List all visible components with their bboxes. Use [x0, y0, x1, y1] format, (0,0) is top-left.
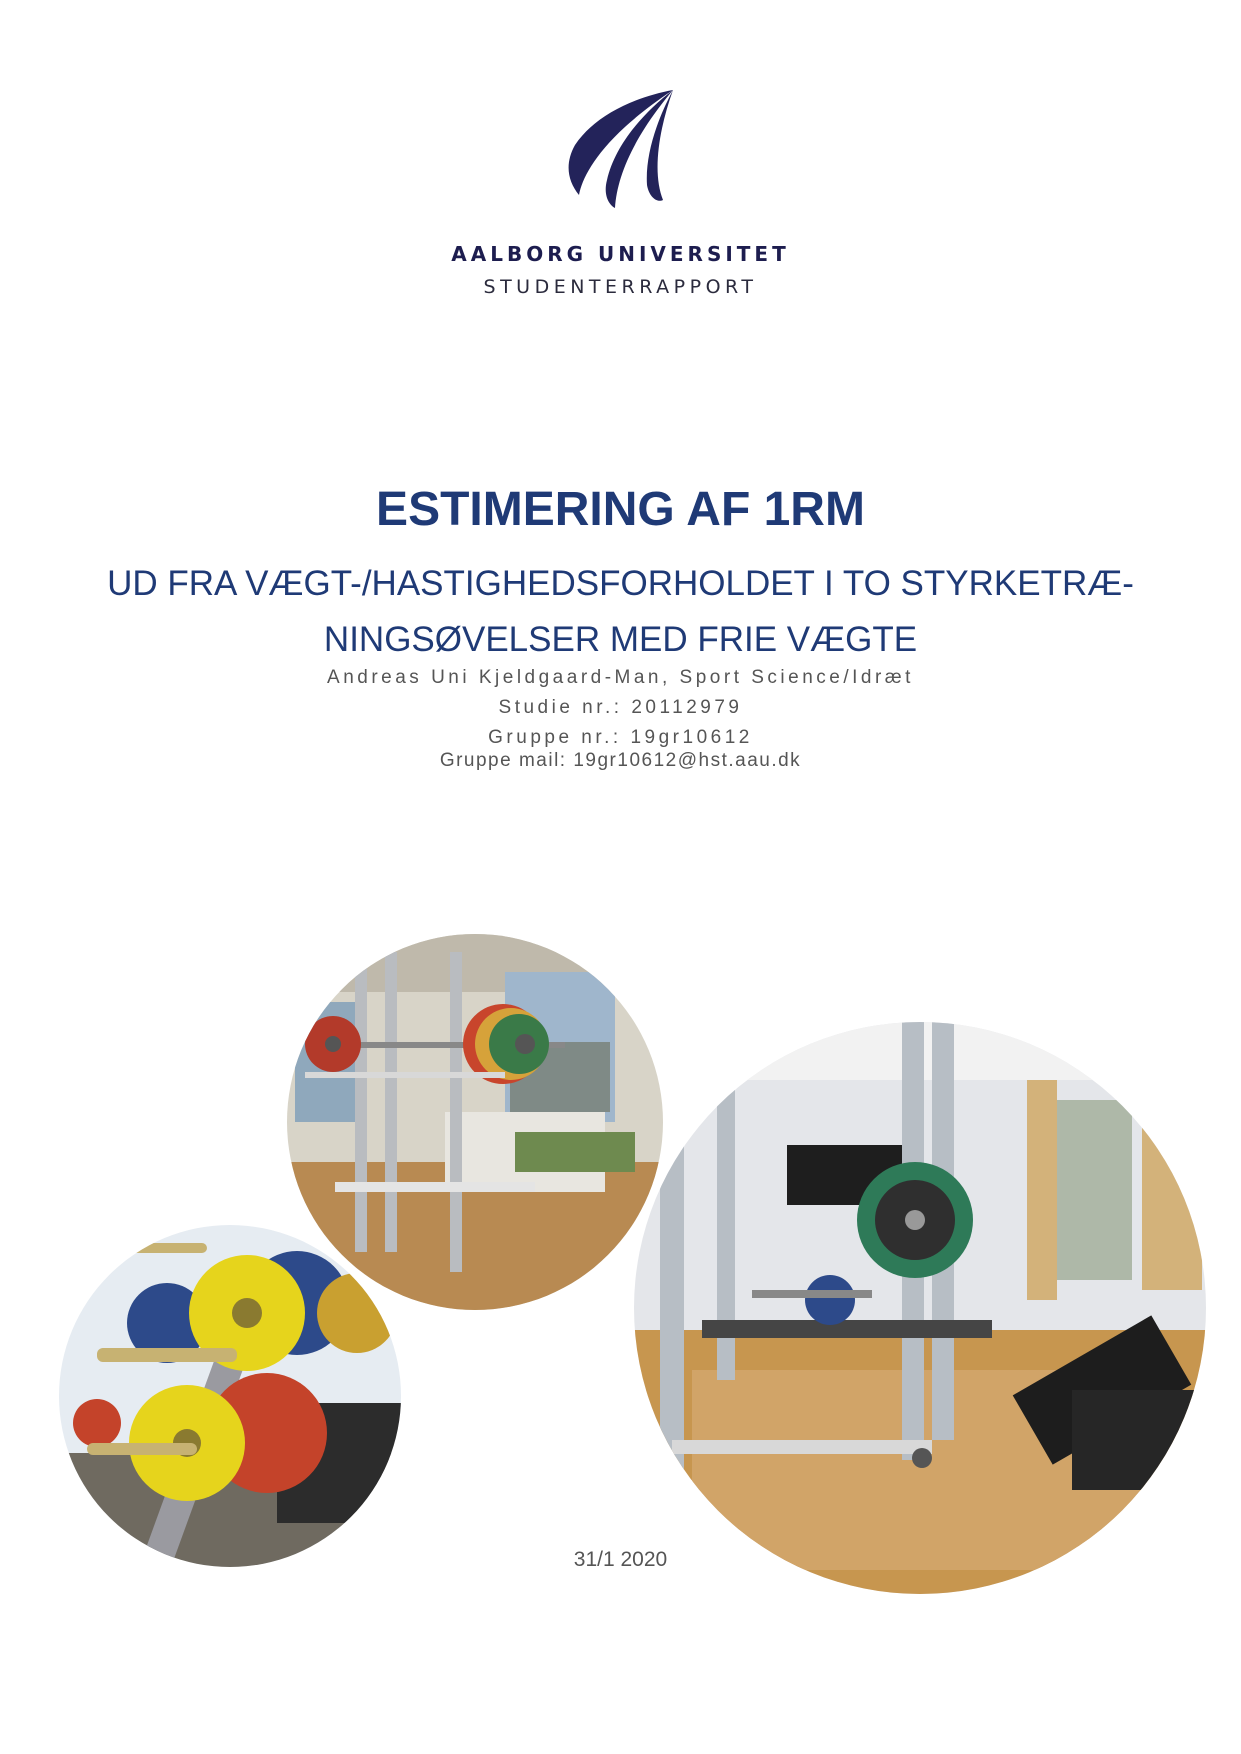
university-name: AALBORG UNIVERSITET — [451, 242, 790, 266]
report-type: STUDENTERRAPPORT — [483, 276, 758, 298]
author-line: Andreas Uni Kjeldgaard-Man, Sport Science/Idræt — [327, 667, 914, 688]
subtitle-line: UD FRA VÆGT-/HASTIGHEDSFORHOLDET I TO STYRKETRÆ- — [107, 564, 1134, 603]
subtitle-line: NINGSØVELSER MED FRIE VÆGTE — [323, 620, 918, 659]
weight-plates-rack-photo — [57, 1223, 403, 1569]
group-mail: Gruppe mail: 19gr10612@hst.aau.dk — [439, 750, 802, 771]
document-subtitle — [20, 556, 1221, 668]
document-title: ESTIMERING AF 1RM — [376, 483, 865, 536]
aau-logo — [565, 85, 685, 210]
document-date: 31/1 2020 — [573, 1548, 668, 1571]
student-number: Studie nr.: 20112979 — [498, 697, 743, 718]
gym-room-rack-photo — [632, 1020, 1208, 1596]
group-number: Gruppe nr.: 19gr10612 — [488, 727, 753, 748]
